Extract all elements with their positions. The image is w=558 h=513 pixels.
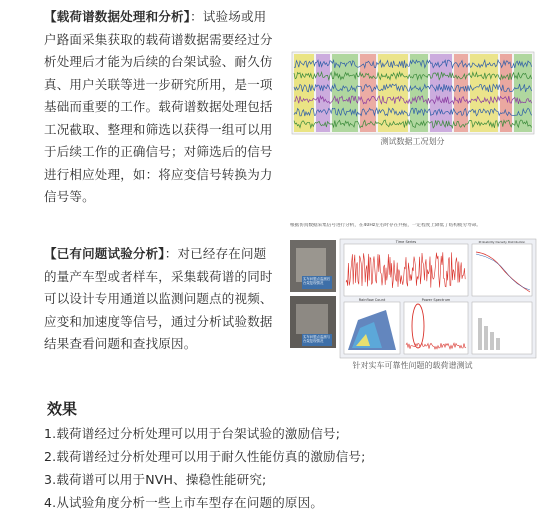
section-body: ：试验场或用户路面采集获取的载荷谱数据需要经过分析处理后才能为后续的台架试验、耐久仿真、用户关联等进一步研究所用，是一项基础而重要的工作。载荷谱数据处理包括工况截取、整理和筛选以获得一组可以用于后续工作的正确信号；对筛选后的信号进行相应处理，如：将应变信号转换为力信号等。 — [44, 9, 273, 204]
photo-label: 实车问题点监测与台架复现情况 — [303, 335, 331, 343]
panel-label-power-spectrum: Power Spectrum — [421, 298, 451, 302]
section-heading: 【载荷谱数据处理和分析】 — [44, 9, 191, 24]
panel-label-time-series: Time Series — [395, 240, 417, 244]
figure-reliability-test — [286, 222, 539, 362]
effect-item-2: 2.载荷谱经过分析处理可以用于耐久性能仿真的激励信号; — [44, 449, 366, 464]
panel-label-probability: Probability Density Distribution — [478, 240, 526, 244]
paragraph-problem-test-analysis — [44, 243, 276, 356]
figure-caption: 针对实车可靠性问题的载荷谱测试 — [352, 361, 473, 370]
section-heading: 【已有问题试验分析】 — [44, 246, 165, 261]
effect-item-1: 1.载荷谱经过分析处理可以用于台架试验的激励信号; — [44, 426, 341, 441]
effect-item-4: 4.从试验角度分析一些上市车型存在问题的原因。 — [44, 495, 324, 510]
panel-label-rainflow: Rainflow Count — [358, 298, 386, 302]
paragraph-load-spectrum-processing — [44, 6, 276, 209]
effects-title: 效果 — [47, 400, 78, 418]
figure-header: 根据仿真数据采集信号进行分析，在40Hz左右时存在共振，一定程度上降低了结构疲劳寿命。 — [290, 223, 481, 228]
photo-label: 实车问题点监测后台架复现情况 — [303, 277, 331, 285]
section-body: ：对已经存在问题的量产车型或者样车，采集载荷谱的同时可以设计专用通道以监测问题点的视频、应变和加速度等信号，通过分析试验数据结果查看问题和查找原因。 — [44, 246, 273, 351]
effect-item-3: 3.载荷谱可以用于NVH、操稳性能研究; — [44, 472, 267, 487]
figure-caption: 测试数据工况划分 — [380, 137, 445, 146]
